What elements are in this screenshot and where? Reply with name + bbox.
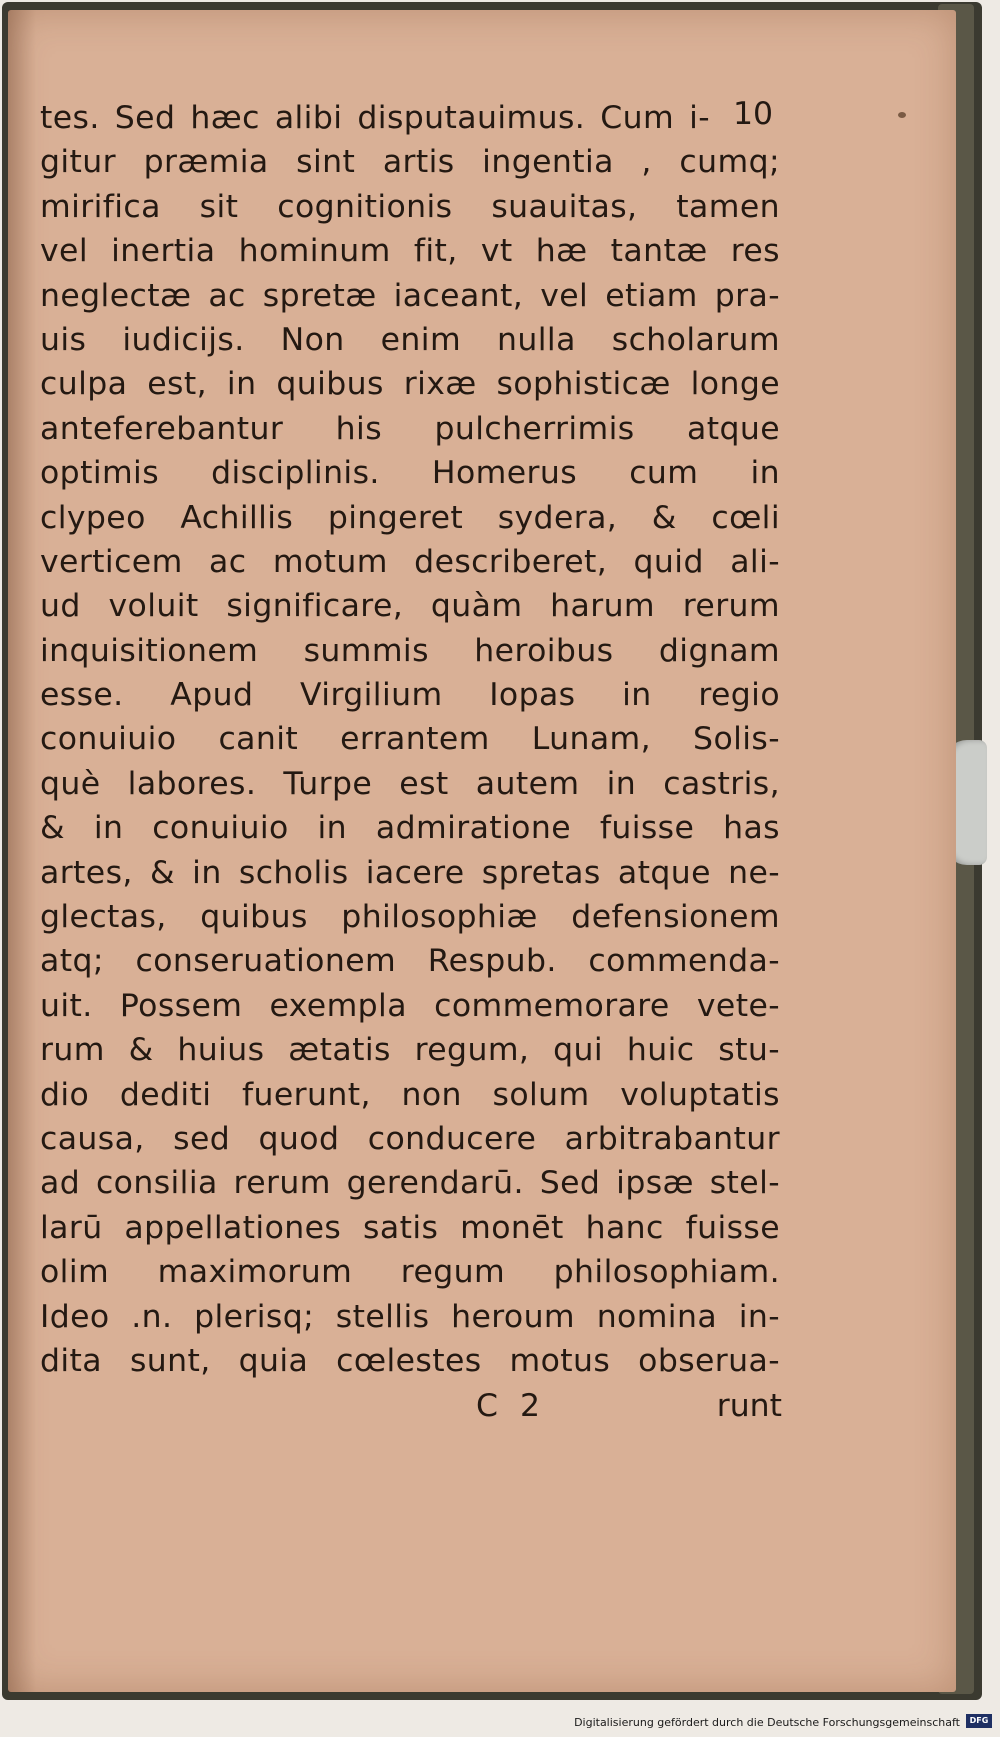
- text-line: uis iudicijs. Non enim nulla scholarum: [40, 321, 780, 358]
- text-line: què labores. Turpe est autem in castris,: [40, 765, 780, 802]
- text-line: dita sunt, quia cœlestes motus obserua-: [40, 1342, 780, 1379]
- text-line: ad consilia rerum gerendarū. Sed ipsæ stel-: [40, 1165, 780, 1202]
- page-text-block: [40, 96, 780, 1383]
- text-line: optimis disciplinis. Homerus cum in: [40, 455, 780, 492]
- text-line: larū appellationes satis monēt hanc fuisse: [40, 1209, 780, 1246]
- text-line: clypeo Achillis pingeret sydera, & cœli: [40, 499, 780, 536]
- text-line: culpa est, in quibus rixæ sophisticæ longe: [40, 366, 780, 403]
- text-line: rum & huius ætatis regum, qui huic stu-: [40, 1032, 780, 1069]
- digitization-credit: Digitalisierung gefördert durch die Deutsche Forschungsgemeinschaft: [574, 1716, 960, 1729]
- text-line: olim maximorum regum philosophiam.: [40, 1254, 780, 1291]
- text-line: vel inertia hominum fit, vt hæ tantæ res: [40, 233, 780, 270]
- text-line: verticem ac motum describeret, quid ali-: [40, 543, 780, 580]
- text-line: tes. Sed hæc alibi disputauimus. Cum i-: [40, 100, 710, 136]
- text-line: atq; conseruationem Respub. commenda-: [40, 943, 780, 980]
- text-line: ud voluit significare, quàm harum rerum: [40, 588, 780, 625]
- text-line: causa, sed quod conducere arbitrabantur: [40, 1120, 780, 1157]
- credit-bar: [0, 1708, 1000, 1737]
- text-line: mirifica sit cognitionis suauitas, tamen: [40, 188, 780, 225]
- text-line: anteferebantur his pulcherrimis atque: [40, 410, 780, 447]
- signature-mark: C 2: [476, 1388, 547, 1424]
- text-line: dio dediti fuerunt, non solum voluptatis: [40, 1076, 780, 1113]
- text-line: artes, & in scholis iacere spretas atque ne-: [40, 854, 780, 891]
- text-line: conuiuio canit errantem Lunam, Solis-: [40, 721, 780, 758]
- text-line: & in conuiuio in admiratione fuisse has: [40, 810, 780, 847]
- text-line: Ideo .n. plerisq; stellis heroum nomina in-: [40, 1298, 780, 1335]
- text-line: neglectæ ac spretæ iaceant, vel etiam pra-: [40, 277, 780, 314]
- page-number: 10: [733, 96, 774, 132]
- page-foot: [50, 1388, 782, 1432]
- text-line: glectas, quibus philosophiæ defensionem: [40, 899, 780, 936]
- margin-ink-mark: [898, 112, 906, 118]
- text-line: uit. Possem exempla commemorare vete-: [40, 987, 780, 1024]
- text-line: esse. Apud Virgilium Iopas in regio: [40, 677, 780, 714]
- text-line: inquisitionem summis heroibus dignam: [40, 632, 780, 669]
- dfg-logo: DFG: [966, 1714, 992, 1728]
- text-line: gitur præmia sint artis ingentia , cumq;: [40, 144, 780, 181]
- page-gutter-shadow: [8, 10, 36, 1692]
- catchword: runt: [716, 1388, 782, 1424]
